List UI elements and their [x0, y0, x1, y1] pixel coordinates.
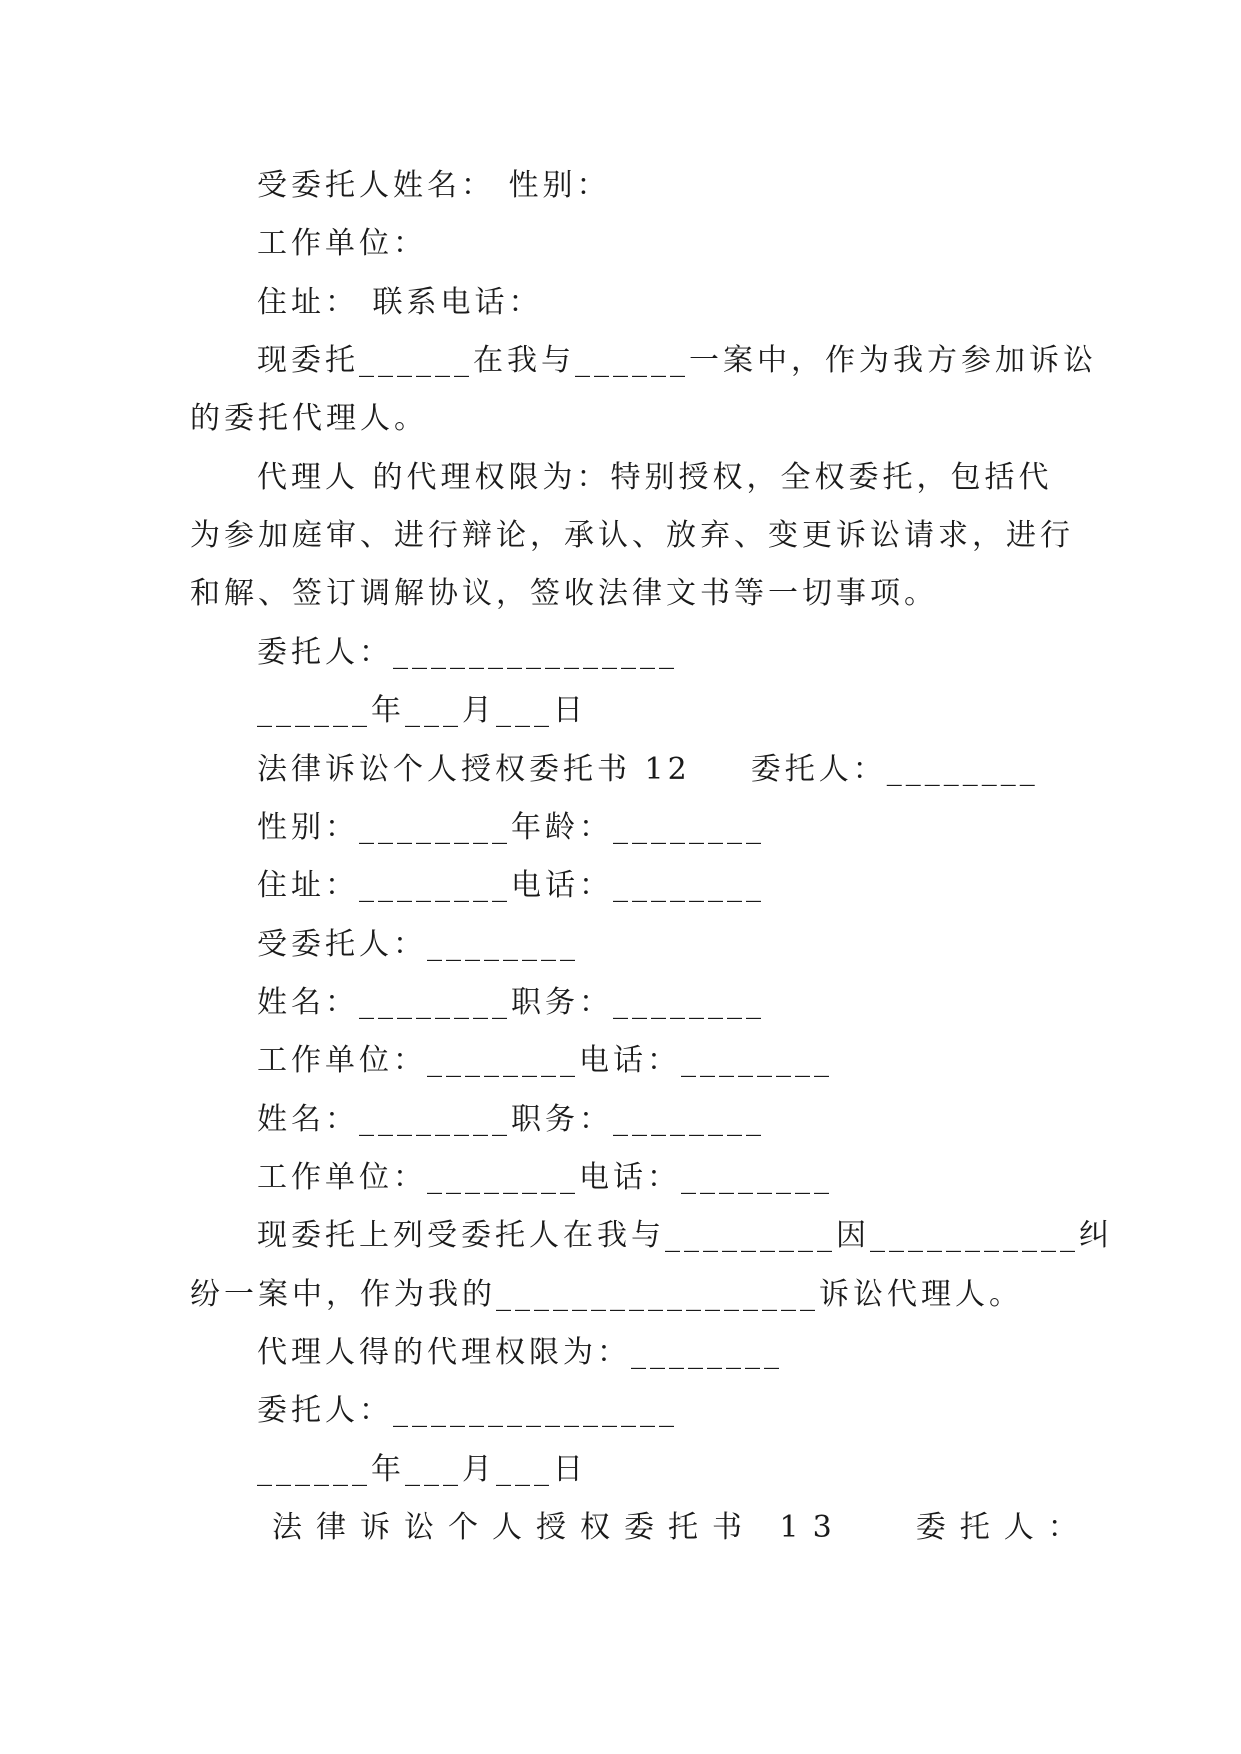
section-title-13: [272, 1508, 1152, 1548]
authority-scope-line: 代理人得的代理权限为：________: [257, 1335, 783, 1370]
authority-paragraph-line-2: 为参加庭审、进行辩论，承认、放弃、变更诉讼请求，进行: [190, 518, 1074, 553]
address-phone-field-line: 住址：________电话：________: [257, 868, 765, 903]
principal-signature-line: 委托人：_______________: [257, 635, 678, 670]
trustee-name-gender-line: 受委托人姓名： 性别：: [257, 168, 611, 203]
trustee-1-workunit-phone-line: 工作单位：________电话：________: [257, 1043, 833, 1078]
entrust-paragraph-line-1: 现委托______在我与______一案中，作为我方参加诉讼: [257, 343, 1097, 378]
date-line: ______年___月___日: [257, 693, 587, 728]
dispute-paragraph-line-1: 现委托上列受委托人在我与_________因___________纠: [257, 1218, 1113, 1253]
trustee-field-line: 受委托人：________: [257, 927, 579, 962]
date-line-2: ______年___月___日: [257, 1452, 587, 1487]
dispute-paragraph-line-2: 纷一案中，作为我的_________________诉讼代理人。: [190, 1277, 1023, 1312]
trustee-2-name-position-line: 姓名：________职务：________: [257, 1102, 765, 1137]
address-phone-line: 住址： 联系电话：: [257, 285, 543, 320]
authority-paragraph-line-3: 和解、签订调解协议，签收法律文书等一切事项。: [190, 576, 938, 611]
section-title-13-text: 法律诉讼个人授权委托书 13: [272, 1510, 846, 1545]
section-title-12: [257, 750, 1137, 790]
trustee-1-name-position-line: 姓名：________职务：________: [257, 985, 765, 1020]
principal-signature-line-2: 委托人：_______________: [257, 1393, 678, 1428]
trustee-2-workunit-phone-line: 工作单位：________电话：________: [257, 1160, 833, 1195]
section-title-12-text: 法律诉讼个人授权委托书 12: [257, 752, 691, 787]
work-unit-line: 工作单位：: [257, 226, 427, 261]
gender-age-line: 性别：________年龄：________: [257, 810, 765, 845]
entrust-paragraph-line-2: 的委托代理人。: [190, 401, 428, 436]
authority-paragraph-line-1: 代理人 的代理权限为：特别授权，全权委托，包括代: [257, 460, 1053, 495]
principal-field: 委托人：________: [750, 752, 1039, 787]
principal-label-13: 委托人：: [915, 1510, 1092, 1545]
